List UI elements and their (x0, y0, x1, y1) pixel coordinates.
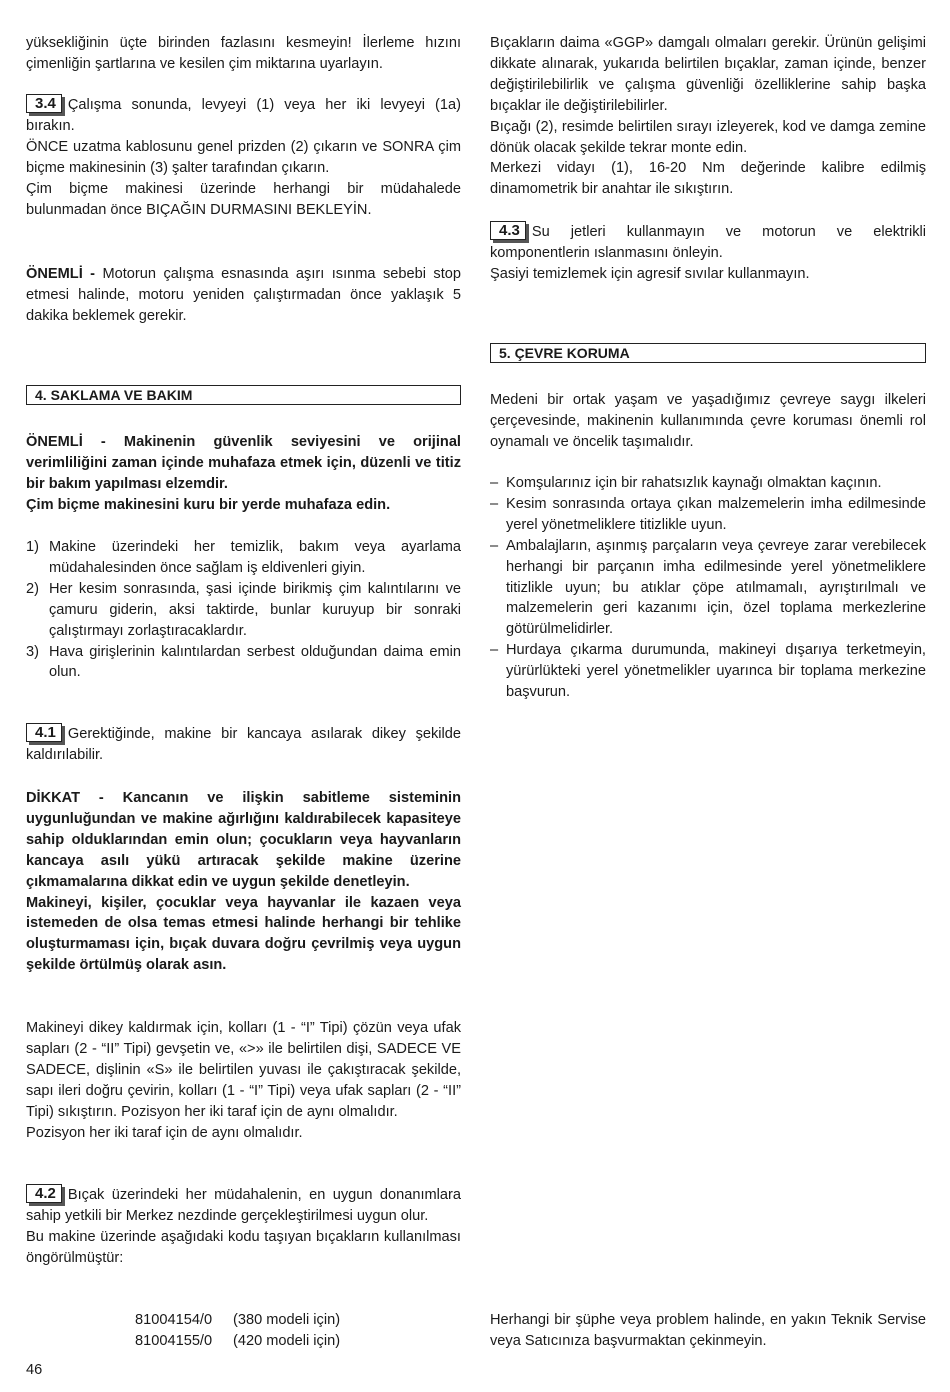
section-3-4 (26, 95, 461, 220)
dikkat-line-1: DİKKAT - Kancanın ve ilişkin sabitleme sisteminin uygunluğundan ve makine ağırlığını kaldırabilecek kapasiteye sahip olduklarından emin olun; çocukların veya hayvanların kancaya asılı yükü artıracak şekilde makine üzerine çıkmamalarına dikkat edin ve uygun şekilde denetleyin. (26, 790, 461, 890)
onemli-label: ÖNEMLİ - (26, 266, 103, 282)
section-tag-4-2: 4.2 (26, 1184, 62, 1203)
list-item: – Hurdaya çıkarma durumunda, makineyi dışarıya terketmeyin, yürürlükteki yerel yönetmelikler uyarınca bir toplama merkezine başvurun. (490, 642, 926, 701)
onemli-note-1 (26, 264, 461, 327)
section-4-1 (26, 724, 461, 766)
section-header-5: 5. ÇEVRE KORUMA (490, 343, 926, 363)
dikkat-warning (26, 788, 461, 976)
onemli2-line-1: ÖNEMLİ - Makinenin güvenlik seviyesini ve orijinal verimliliğini zaman içinde muhafaza etmek için, düzenli ve titiz bir bakım yapılması elzemdir. (26, 434, 461, 492)
blades-paragraph (490, 33, 926, 200)
footer-note: Herhangi bir şüphe veya problem halinde, en yakın Teknik Servise veya Satıcınıza başvurmaktan çekinmeyin. (490, 1312, 926, 1349)
list-item: 3) Hava girişlerinin kalıntılardan serbest olduğundan daima emin olun. (26, 643, 461, 681)
onemli2-line-2: Çim biçme makinesini kuru bir yerde muhafaza edin. (26, 496, 391, 513)
section-tag-4-1: 4.1 (26, 723, 62, 742)
list-item: 1) Makine üzerindeki her temizlik, bakım veya ayarlama müdahalesinden önce sağlam iş eldivenleri giyin. (26, 539, 461, 576)
blades-line-3: Merkezi vidayı (1), 16-20 Nm değerinde kalibre edilmiş dinamometrik bir anahtar ile sıkıştırın. (490, 160, 926, 198)
environment-list (490, 473, 926, 703)
dikkat-line-2: Makineyi, kişiler, çocuklar veya hayvanlar ile kazaen veya istemeden de olsa temas etmesi halinde herhangi bir tehlike oluşturmaması için, bıçak duvara doğru çevrilmiş veya uygun şekilde örtülmüş olarak asın. (26, 894, 461, 974)
s34-line-1: Çalışma sonunda, levyeyi (1) veya her iki levyeyi (1a) bırakın. (26, 97, 461, 134)
maintenance-list (26, 537, 461, 683)
onemli-text: Motorun çalışma esnasında aşırı ısınma sebebi stop etmesi halinde, motoru yeniden çalıştırmadan önce yaklaşık 5 dakika beklemek gerekir. (26, 266, 461, 324)
blade-code-row: 81004155/0 (420 modeli için) (135, 1332, 341, 1349)
dikey-line-1: Makineyi dikey kaldırmak için, kolları (1 - “I” Tipi) çözün veya ufak sapları (2 - “II” Tipi) gevşetin ve, «>» ile belirtilen dişi, SADECE VE SADECE, dişlinin «S» ile belirtilen yuvası ile çakıştıracak şekilde, sapı ileri doğru çevirin, kolları (1 - “I” Tipi) veya ufak sapları (2 - “II” Tipi) sıkıştırın. Pozisyon her iki taraf için de aynı olmalıdır. (26, 1020, 461, 1120)
list-item: – Kesim sonrasında ortaya çıkan malzemelerin imha edilmesinde yerel yönetmeliklere titizlikle uyun. (490, 495, 926, 533)
dikey-line-2: Pozisyon her iki taraf için de aynı olmalıdır. (26, 1124, 303, 1141)
vertical-lift-instructions (26, 1018, 461, 1143)
section-4-2 (26, 1185, 461, 1269)
list-item: – Ambalajların, aşınmış parçaların veya çevreye zarar verebilecek herhangi bir parçanın imha edilmesinde yerel yönetmeliklere titizlikle uyun; bu atıklar çöpe atılmamalı, ayrıştırılmalı ve malzemelerin geri kazanımı için, özel toplama merkezlerine götürülmelidirler. (490, 537, 926, 638)
blade-code-row: 81004154/0 (380 modeli için) (135, 1312, 341, 1328)
s34-line-3: Çim biçme makinesi üzerinde herhangi bir müdahalede bulunmadan önce BIÇAĞIN DURMASINI BEKLEYİN. (26, 180, 461, 218)
s41-text: Gerektiğinde, makine bir kancaya asılarak dikey şekilde kaldırılabilir. (26, 726, 461, 763)
section-header-4: 4. SAKLAMA VE BAKIM (26, 385, 461, 405)
onemli-note-2 (26, 432, 461, 516)
list-item: 2) Her kesim sonrasında, şasi içinde birikmiş çim kalıntılarını ve çamuru giderin, aksi taktirde, bunlar kuruyup bir sonraki çalıştırmayı zorlaştıracaklardır. (26, 580, 461, 639)
s42-line-1: Bıçak üzerindeki her müdahalenin, en uygun donanımlara sahip yetkili bir Merkez nezdinde gerçekleştirilmesi uygun olur. (26, 1187, 461, 1224)
section-4-3 (490, 222, 926, 285)
s43-line-1: Su jetleri kullanmayın ve motorun ve elektrikli komponentlerin ıslanmasını önleyin. (490, 224, 926, 261)
s42-line-2: Bu makine üzerinde aşağıdaki kodu taşıyan bıçakların kullanılması öngörülmüştür: (26, 1228, 461, 1266)
intro-paragraph: yüksekliğinin üçte birinden fazlasını kesmeyin! İlerleme hızını çimenliğin şartlarına ve kesilen çim miktarına uyarlayın. (26, 35, 461, 72)
section-tag-3-4: 3.4 (26, 94, 62, 113)
list-item: – Komşularınız için bir rahatsızlık kaynağı olmaktan kaçının. (490, 475, 882, 491)
blade-codes (135, 1310, 340, 1352)
section-tag-4-3: 4.3 (490, 221, 526, 240)
blades-line-2: Bıçağı (2), resimde belirtilen sırayı izleyerek, kod ve damga zemine dönük olacak şekilde tekrar monte edin. (490, 118, 926, 156)
environment-intro: Medeni bir ortak yaşam ve yaşadığımız çevreye saygı ilkeleri çerçevesinde, makinenin kullanımında çevre koruması önemli rol oynamalı ve öncelik taşımalıdır. (490, 392, 926, 450)
s43-line-2: Şasiyi temizlemek için agresif sıvılar kullanmayın. (490, 265, 810, 282)
page-number: 46 (26, 1362, 43, 1378)
s34-line-2: ÖNCE uzatma kablosunu genel prizden (2) çıkarın ve SONRA çim biçme makinesinin (3) şalter tarafından çıkarın. (26, 138, 461, 176)
blades-line-1: Bıçakların daima «GGP» damgalı olmaları gerekir. Ürünün gelişimi dikkate alınarak, yukarıda belirtilen bıçaklar, zaman içinde, benzer değiştirilebilirlik ve çalışma güvenliği özelliklerine sahip başka bıçaklar ile değiştirilebilirler. (490, 35, 926, 114)
